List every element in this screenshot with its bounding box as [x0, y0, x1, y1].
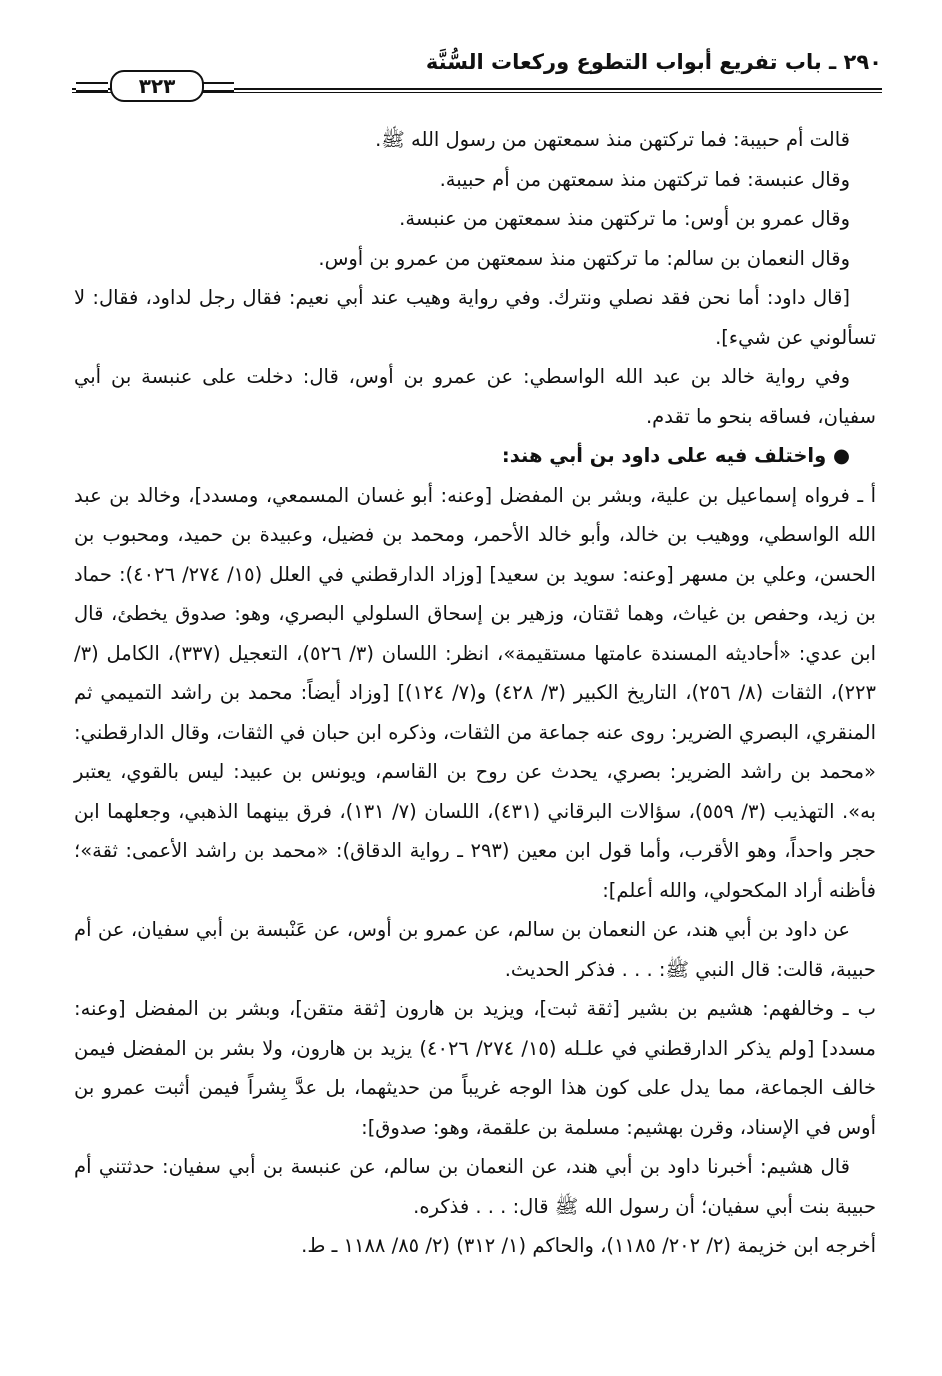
paragraph: وقال عنبسة: فما تركتهن منذ سمعتهن من أم حبيبة.	[439, 167, 850, 191]
ornament-left	[76, 82, 108, 92]
ornament-right	[202, 82, 234, 92]
page-number: ٣٢٣	[110, 70, 204, 102]
body-text	[74, 120, 876, 1266]
section-heading: ● واختلف فيه على داود بن أبي هند:	[501, 444, 850, 467]
paragraph: ب ـ وخالفهم: هشيم بن بشير [ثقة ثبت]، ويزيد بن هارون [ثقة متقن]، وبشر بن المفضل [وعنه: مسدد] [ولم يذكر الدارقطني في علـله (١٥/ ٢٧٤/ ٤٠٢٦) يزيد بن هارون، ولا بشر بن المفضل فيمن خالف الجماعة، مما يدل على كون هذا الوجه غريباً من حديثهما، بل عدَّ بِشراً فيمن أثبت عمرو بن أوس في الإسناد، وقرن بهشيم: مسلمة بن علقمة، وهو: صدوق]:	[74, 997, 876, 1139]
paragraph: وفي رواية خالد بن عبد الله الواسطي: عن عمرو بن أوس، قال: دخلت على عنبسة بن أبي سفيان، فساقه بنحو ما تقدم.	[74, 365, 876, 428]
paragraph: عن داود بن أبي هند، عن النعمان بن سالم، عن عمرو بن أوس، عن عَنْبسة بن أبي سفيان، عن أم حبيبة، قالت: قال النبي ﷺ: . . . فذكر الحديث.	[74, 918, 876, 981]
running-title: ٢٩٠ ـ باب تفريع أبواب التطوع وركعات السُّنَّة	[425, 50, 882, 74]
paragraph: [قال داود: أما نحن فقد نصلي ونترك. وفي رواية وهيب عند أبي نعيم: فقال رجل لداود، فقال: لا تسألوني عن شيء].	[74, 286, 876, 349]
paragraph: قال هشيم: أخبرنا داود بن أبي هند، عن النعمان بن سالم، عن عنبسة بن أبي سفيان: حدثتني أم حبيبة بنت أبي سفيان؛ أن رسول الله ﷺ قال: . . . فذكره.	[74, 1155, 876, 1218]
paragraph: أخرجه ابن خزيمة (٢/ ٢٠٢/ ١١٨٥)، والحاكم (١/ ٣١٢) (٢/ ٨٥/ ١١٨٨ ـ ط.	[301, 1234, 876, 1257]
paragraph: وقال عمرو بن أوس: ما تركتهن منذ سمعتهن من عنبسة.	[399, 207, 850, 230]
page-header	[72, 48, 882, 100]
paragraph: قالت أم حبيبة: فما تركتهن منذ سمعتهن من رسول الله ﷺ.	[375, 128, 850, 151]
paragraph: وقال النعمان بن سالم: ما تركتهن منذ سمعتهن من عمرو بن أوس.	[318, 246, 850, 270]
paragraph: أ ـ فرواه إسماعيل بن علية، وبشر بن المفضل [وعنه: أبو غسان المسمعي، ومسدد]، وخالد بن عبد الله الواسطي، ووهيب بن خالد، وأبو خالد الأحمر، ومحمد بن فضيل، وعبيدة بن حميد، ومحبوب بن الحسن، وعلي بن مسهر [وعنه: سويد بن سعيد] [وزاد الدارقطني في العلل (١٥/ ٢٧٤/ ٤٠٢٦): حماد بن زيد، وحفص بن غياث، وهما ثقتان، وزهير بن إسحاق السلولي البصري، وهو: صدوق يخطئ، قال ابن عدي: «أحاديثه المسندة عامتها مستقيمة»، انظر: اللسان (٣/ ٥٢٦)، التعجيل (٣٣٧)، الكامل (٣/ ٢٢٣)، الثقات (٨/ ٢٥٦)، التاريخ الكبير (٣/ ٤٢٨) و(٧/ ١٢٤)] [وزاد أيضاً: محمد بن راشد التميمي ثم المنقري، البصري الضرير: روى عنه جماعة من الثقات، وذكره ابن حبان في الثقات، وقال الدارقطني: «محمد بن راشد الضرير: بصري، يحدث عن روح بن القاسم، ويونس بن عبيد: ليس بالقوي، يعتبر به». التهذيب (٣/ ٥٥٩)، سؤالات البرقاني (٤٣١)، اللسان (٧/ ١٣١)، فرق بينهما الذهبي، وجعلهما ابن حجر واحداً، وهو الأقرب، وأما قول ابن معين (٢٩٣ ـ رواية الدقاق): «محمد بن راشد الأعمى: ثقة»؛ فأظنه أراد المكحولي، والله أعلم]:	[74, 483, 876, 902]
